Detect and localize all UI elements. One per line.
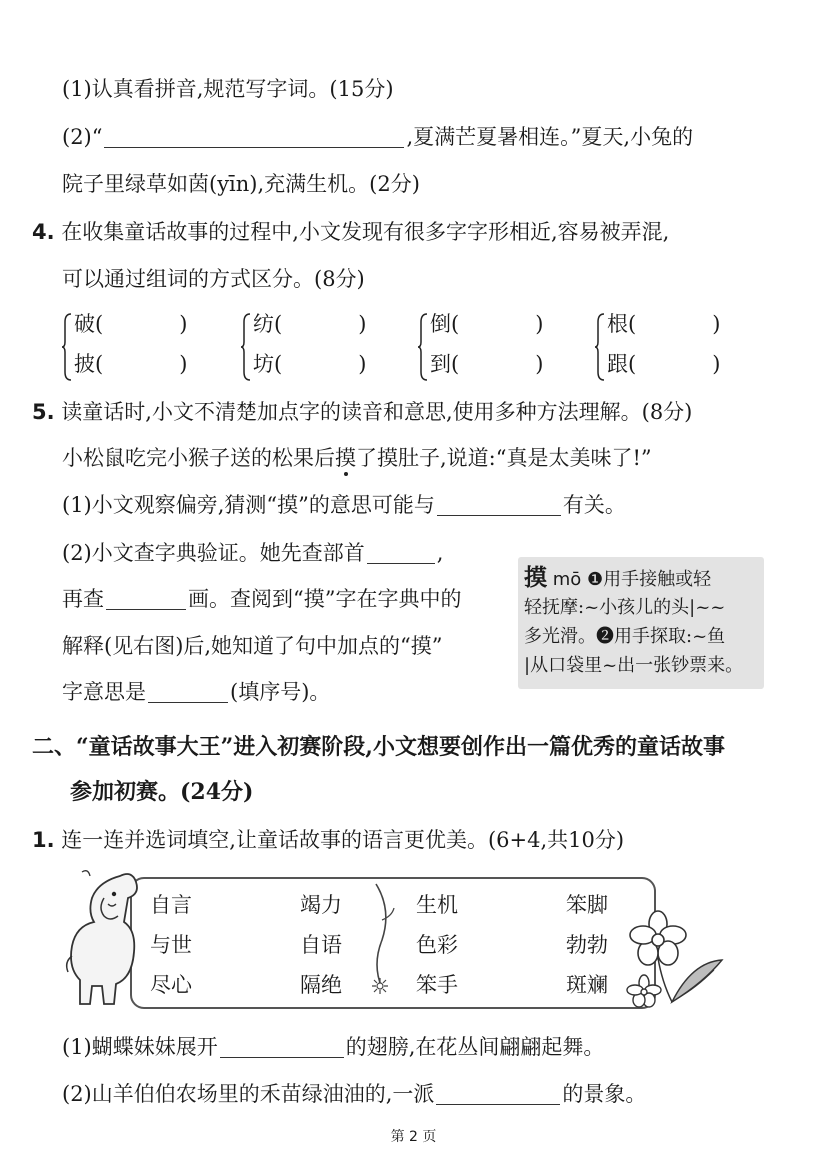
q5-strokes-blank[interactable] <box>106 589 186 610</box>
dotted-char: 摸 <box>335 446 356 470</box>
q3-sub2-post: ,夏满芒夏暑相连。”夏天,小兔的 <box>406 125 694 149</box>
dictionary-entry <box>518 557 764 689</box>
q4-number: 4. <box>32 220 55 244</box>
q5-line-a: 再查 画。查阅到“摸”字在字典中的 <box>62 587 462 611</box>
q4-line1 <box>32 218 669 246</box>
word-right-left[interactable]: 生机 <box>416 893 458 917</box>
word-right[interactable]: 斑斓 <box>566 973 608 997</box>
section-2-title-cont: 参加初赛。(24分) <box>70 779 254 805</box>
pair-4-bottom[interactable]: 跟( ) <box>607 352 721 376</box>
word-right[interactable]: 勃勃 <box>566 933 608 957</box>
pair-3-top[interactable]: 倒( ) <box>430 312 544 336</box>
brace-icon <box>62 312 72 382</box>
vine-divider-icon <box>362 880 402 1000</box>
pair-4-top[interactable]: 根( ) <box>607 312 721 336</box>
q3-sub1: (1)认真看拼音,规范写字词。(15分) <box>62 77 394 101</box>
q4-text1: 在收集童话故事的过程中,小文发现有很多字字形相近,容易被弄混, <box>61 220 670 244</box>
word-mid[interactable]: 自语 <box>300 933 342 957</box>
pair-1-bottom[interactable]: 披( ) <box>74 352 188 376</box>
word-mid[interactable]: 竭力 <box>300 893 342 917</box>
dict-headword: 摸 <box>524 564 547 591</box>
pair-3-bottom[interactable]: 到( ) <box>430 352 544 376</box>
q4-line2: 可以通过组词的方式区分。(8分) <box>62 267 365 291</box>
brace-icon <box>595 312 605 382</box>
dict-line-3: 多光滑。❷用手探取:~鱼 <box>524 626 726 647</box>
page-number: 第 2 页 <box>390 1129 437 1145</box>
brace-icon <box>418 312 428 382</box>
q1-sub1: (1)蝴蝶妹妹展开 的翅膀,在花丛间翩翩起舞。 <box>62 1035 605 1059</box>
q1-sub2-blank[interactable] <box>436 1084 560 1105</box>
pair-2-bottom[interactable]: 坊( ) <box>253 352 367 376</box>
word-mid[interactable]: 隔绝 <box>300 973 342 997</box>
q1-sub1-blank[interactable] <box>220 1037 344 1058</box>
word-left[interactable]: 与世 <box>150 933 192 957</box>
q3-sub2-line2: 院子里绿草如茵(yīn),充满生机。(2分) <box>62 172 420 196</box>
dict-pinyin: mō <box>552 569 582 590</box>
word-left[interactable]: 自言 <box>150 893 192 917</box>
q1-sub2: (2)山羊伯伯农场里的禾苗绿油油的,一派 的景象。 <box>62 1082 647 1106</box>
brace-icon <box>241 312 251 382</box>
q5-sub1: (1)小文观察偏旁,猜测“摸”的意思可能与 有关。 <box>62 493 626 517</box>
elephant-illustration-icon <box>62 868 144 1014</box>
q5-number: 5. <box>32 400 55 424</box>
word-right-left[interactable]: 笨手 <box>416 973 458 997</box>
q5-sub1-blank[interactable] <box>437 495 561 516</box>
q5-radical-blank[interactable] <box>367 543 435 564</box>
word-left[interactable]: 尽心 <box>150 973 192 997</box>
q3-sub2-pre: (2)“ <box>62 125 103 149</box>
dict-line-2: 轻抚摩:~小孩儿的头|~~ <box>524 597 726 618</box>
q1-number: 1. <box>32 828 55 852</box>
word-right[interactable]: 笨脚 <box>566 893 608 917</box>
q3-sub2-blank[interactable] <box>104 127 404 148</box>
dict-line-4: |从口袋里~出一张钞票来。 <box>524 655 744 676</box>
pair-2-top[interactable]: 纺( ) <box>253 312 367 336</box>
flower-illustration-icon <box>622 902 734 1014</box>
word-right-left[interactable]: 色彩 <box>416 933 458 957</box>
q3-sub2 <box>62 123 693 151</box>
q1-line: 1. 连一连并选词填空,让童话故事的语言更优美。(6+4,共10分) <box>32 828 625 852</box>
q5-line1 <box>32 398 692 426</box>
q5-sub2: (2)小文查字典验证。她先查部首 , <box>62 541 444 565</box>
q5-meaning-blank[interactable] <box>148 682 228 703</box>
q5-sentence: 小松鼠吃完小猴子送的松果后摸了摸肚子,说道:“真是太美味了!” <box>62 446 652 470</box>
q5-text1: 读童话时,小文不清楚加点字的读音和意思,使用多种方法理解。(8分) <box>61 400 693 424</box>
section-2-title: 二、“童话故事大王”进入初赛阶段,小文想要创作出一篇优秀的童话故事 <box>32 734 725 760</box>
pair-1-top[interactable]: 破( ) <box>74 312 188 336</box>
dict-line-1: 摸 mō ❶用手接触或轻 <box>524 564 712 591</box>
q5-line-c: 字意思是 (填序号)。 <box>62 680 331 704</box>
q5-line-b: 解释(见右图)后,她知道了句中加点的“摸” <box>62 634 443 658</box>
